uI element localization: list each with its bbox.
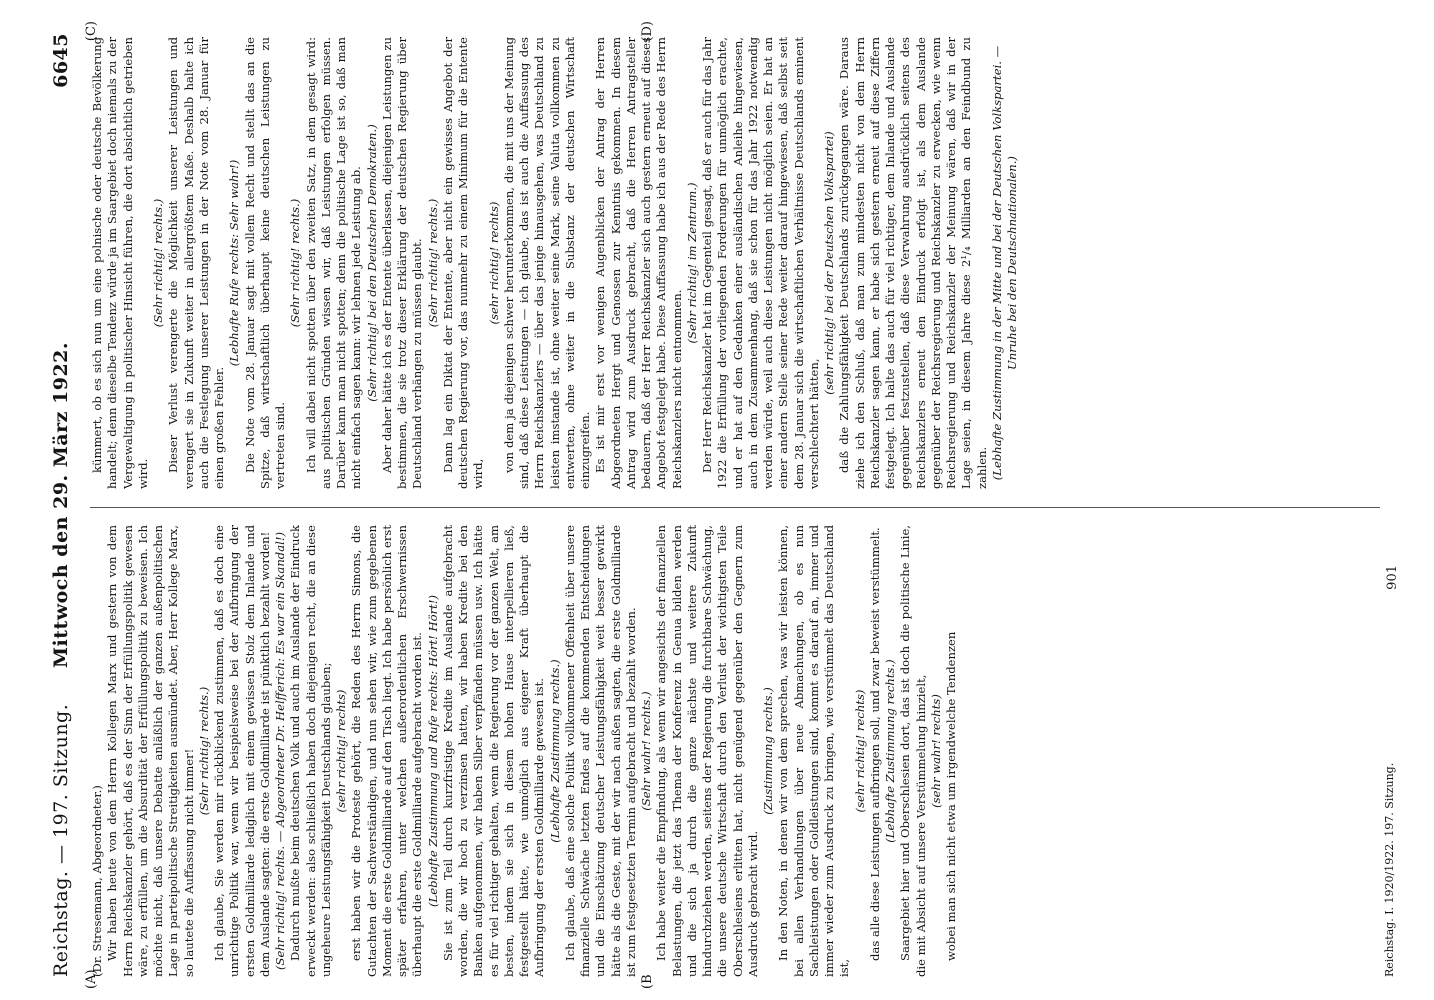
paragraph: Die Note vom 28. Januar sagt mit vollem Recht und stellt das an die Spitze, daß wirtschaftlich überhaupt keine deutschen Leistungen zu vertreten sind. <box>242 37 287 489</box>
paragraph: daß die Zahlungsfähigkeit Deutschlands zurückgegangen wäre. Daraus ziehe ich den Schluß, daß man zum mindesten nicht von dem Herrn Reichskanzler sagen kann, er habe sich gestern erneut auf diese Ziffern festgelegt. Ich halte das auch für viel richtiger, dem Inlande und Auslande gegenüber festzustellen, daß diese Verwahrung ausdrücklich seitens des Reichskanzlers erneut den Eindruck erfolgt ist, als dem Auslande gegenüber der Reichsregierung und Reichskanzler zu erwecken, wie wenn Reichsregierung und Reichskanzler der Meinung wären, daß wir in der Lage seien, in diesem Jahre diese 2¹/₄ Milliarden an den Feindbund zu zahlen. <box>837 37 989 489</box>
paragraph: (sehr richtig! rechts) <box>486 201 501 325</box>
margin-letter-d: (D) <box>640 21 655 42</box>
paragraph: Ich will dabei nicht spotten über den zweiten Satz, in dem gesagt wird: aus politischen Gründen wissen wir, daß Leistungen erfolgen müssen. Darüber kann man nicht spotten; denn die politische Lage ist so, daß man nicht einfach sagen kann: wir lehnen jede Leistung ab. <box>303 37 364 489</box>
page-header <box>50 25 82 985</box>
paragraph: (Sehr richtig! rechts.) <box>151 198 165 328</box>
paragraph: (Sehr richtig! rechts.) <box>288 198 303 328</box>
paragraph: (Sehr wahr! rechts.) <box>639 691 653 811</box>
paragraph: Aber daher hätte ich es der Entente überlassen, diejenigen Leistungen zu bestimmen, die sie trotz dieser Erklärung der deutschen Regierung über Deutschland verhängen zu müssen glaubt. <box>379 37 425 489</box>
paragraph: (sehr richtig! rechts) <box>334 689 348 813</box>
paragraph: (Lebhafte Zustimmung rechts.) <box>547 659 562 843</box>
margin-letter-b: (B <box>640 974 655 989</box>
digitization-credit <box>1418 10 1434 990</box>
header-page-number: 6645 <box>50 33 72 88</box>
paragraph: Ich glaube, daß eine solche Politik vollkommener Offenheit über unsere finanzielle Schwäche letzten Endes auf die kommenden Entscheidungen und die Einschätzung deutscher Leistungsfähigkeit weit besser gewirkt hätte als die Geste, mit der wir nach außen sagten, die erste Goldmilliarde ist zum festgesetzten Termin aufgebracht und bezahlt worden. <box>562 525 638 977</box>
paragraph: erst haben wir die Proteste gehört, die Reden des Herrn Simons, die Gutachten der Sachverständigen, und nun sehen wir, wie zum gegebenen Moment die erste Goldmilliarde auf den Tisch liegt. Ich habe persönlich erst später erfahren, unter welchen außerordentlichen Erschwernissen überhaupt die erste Goldmilliarde aufgebracht worden ist. <box>349 525 425 977</box>
paragraph: (sehr wahr! rechts) <box>928 694 943 808</box>
paragraph: (Lebhafte Zustimmung und Rufe rechts: Hört! Hört!) <box>425 595 440 907</box>
paragraph: von dem ja diejenigen schwer herunterkommen, die mit uns der Meinung sind, daß diese Leistungen — ich glaube, das ist auch die Auffassung des Herrn Reichskanzlers — über das jenige hinausgehen, was Deutschland zu leisten imstande ist, ohne weiter seine Mark, seine Valuta vollkommen zu entwerten, ohne weiter in die Substanz der deutschen Wirtschaft einzugreifen. <box>501 37 592 489</box>
paragraph: In den Noten, in denen wir von dem sprechen, was wir leisten können, bei allen Verhandlungen über neue Abmachungen, ob es nun Sachleistungen oder Goldleistungen sind, kommt es darauf an, immer und immer wieder zum Ausdruck zu bringen, wie verstümmelt das Deutschland ist, <box>776 525 852 977</box>
paragraph: (Lebhafte Zustimmung in der Mitte und bei der Deutschen Volkspartei. — Unruhe bei den Deutschnationalen.) <box>989 45 1019 481</box>
column-divider <box>90 507 1380 508</box>
margin-letter-a: (A) <box>84 969 99 989</box>
header-left: Reichstag. — 197. Sitzung. <box>50 703 72 977</box>
paragraph: das alle diese Leistungen aufbringen soll, und zwar beweist verstümmelt. <box>867 527 882 961</box>
paragraph: (Zustimmung rechts.) <box>761 687 775 815</box>
paragraph: Es ist mir erst vor wenigen Augenblicken der Antrag der Herren Abgeordneten Hergt und Genossen zur Kenntnis gekommen. In diesem Antrag wird zum Ausdruck gebracht, daß die Herren Antragsteller bedauern, daß der Herr Reichskanzler sich auch gestern erneut auf dieses Angebot festgelegt habe. Diese Auffassung habe ich aus der Rede des Herrn Reichskanzlers nicht entnommen. <box>593 37 684 489</box>
paragraph: Dadurch mußte beim deutschen Volk und auch im Auslande der Eindruck erweckt werden: also schließlich haben doch diejenigen recht, die an diese ungeheure Leistungsfähigkeit Deutschlands glauben; <box>288 525 333 977</box>
left-column <box>90 525 1385 977</box>
paragraph: (Lebhafte Rufe rechts: Sehr wahr!) <box>227 159 242 367</box>
paragraph: (Sehr richtig! im Zentrum.) <box>684 182 699 344</box>
right-column <box>90 37 1385 489</box>
header-date: Mittwoch den 29. März 1922. <box>50 341 72 669</box>
paragraph: (Sehr richtig! rechts. — Abgeordneter Dr. Helfferich: Es war ein Skandal!) <box>273 531 287 971</box>
paragraph: (Dr. Stresemann, Abgeordneter.) <box>90 785 104 977</box>
margin-letter-c: (C) <box>84 21 99 42</box>
paragraph: (sehr richtig! bei der Deutschen Volkspartei) <box>822 131 836 395</box>
paragraph: (Sehr richtig! rechts.) <box>196 686 211 816</box>
paragraph: (Sehr richtig! bei den Deutschen Demokraten.) <box>364 124 379 402</box>
paragraph: (Sehr richtig! rechts.) <box>425 198 440 328</box>
paragraph: (Lebhafte Zustimmung rechts.) <box>883 659 897 843</box>
folio-number: 901 <box>1385 565 1400 590</box>
paragraph: kümmert, ob es sich nun um eine polnische oder deutsche Bevölkerung handelt; denn dieselbe Tendenz würde ja im Saargebiet doch niemals zu der Vergewaltigung in politischer Hinsicht führen, die dort absichtlich getrieben wird. <box>90 37 150 489</box>
paragraph: Saargebiet hier und Oberschlesien dort, das ist doch die politische Linie, die mit Absicht auf unsere Verstümmelung hinzielt, <box>898 525 928 977</box>
paragraph: (sehr richtig! rechts) <box>852 689 867 813</box>
paragraph: Wir haben heute von dem Herrn Kollegen Marx und gestern von dem Herrn Reichskanzler gehört, daß es der Sinn der Erfüllungspolitik gewesen wäre, zu erfüllen, um die Absurdität der Erfüllungspolitik zu beweisen. Ich möchte nicht, daß unsere Debatte anläßlich der ganzen außenpolitischen Lage in parteipolitische Streitigkeiten ausmündet. Aber, Herr Kollege Marx, so lautete die Auffassung nicht immer! <box>105 525 196 977</box>
page-footer: Reichstag. I. 1920/1922. 197. Sitzung. <box>1383 762 1396 977</box>
paragraph: wobei man sich nicht etwa um irgendwelche Tendenzen <box>944 631 958 961</box>
newspaper-page <box>40 21 1400 989</box>
paragraph: Der Herr Reichskanzler hat im Gegenteil gesagt, daß er auch für das Jahr 1922 die Erfüllung der vorliegenden Forderungen für unmöglich erachte, und er hat auf den Gedanken einer ausländischen Anleihe hingewiesen, auch in dem Zusammenhang, daß sie schon für das Jahr 1922 notwendig werden würde, weil auch diese Leistungen nicht möglich seien. Er hat an einer andern Stelle seiner Rede weiter darauf hingewiesen, daß selbst seit dem 28. Januar sich die wirtschaftlichen Verhältnisse Deutschlands eminent verschlechtert hätten, <box>700 37 821 489</box>
paragraph: Sie ist zum Teil durch kurzfristige Kredite im Auslande aufgebracht worden, die wir hoch zu verzinsen hatten, wir haben Kredite bei den Banken aufgenommen, wir haben Silber verpfänden müssen usw. Ich hätte es für viel richtiger gehalten, wenn die Regierung vor der ganzen Welt, am besten, indem sie sich in diesem hohen Hause interpellieren ließ, festgestellt hätte, wie unmöglich aus eigener Kraft überhaupt die Aufbringung der ersten Goldmilliarde gewesen ist. <box>440 525 547 977</box>
paragraph: Ich habe weiter die Empfindung, als wenn wir angesichts der finanziellen Belastungen, die jetzt das Thema der Konferenz in Genua bilden werden und die sich ja durch die ganze nächste und weitere Zukunft hindurchziehen werden, seitens der Regierung die furchtbare Schwächung, die unsere deutsche Wirtschaft durch den Verlust der wichtigsten Teile Oberschlesiens erlitten hat, nicht genügend gegenüber den Gegnern zum Ausdruck gebracht wird. <box>654 525 760 977</box>
paragraph: Ich glaube, Sie werden mir rückblickend zustimmen, daß es doch eine unrichtige Politik war, wenn wir beispielsweise bei der Aufbringung der ersten Goldmilliarde lediglich mit einem gewissen Stolz dem Inlande und dem Auslande sagten: die erste Goldmilliarde ist pünktlich bezahlt worden! <box>212 525 272 977</box>
paragraph: Dieser Verlust verengerte die Möglichkeit unserer Leistungen und verengert sie in Zukunft weiter in allergrößtem Maße. Deshalb halte ich auch die Festlegung unserer Leistungen in der Note vom 28. Januar für einen großen Fehler. <box>166 37 226 489</box>
paragraph: Dann lag ein Diktat der Entente, aber nicht ein gewisses Angebot der deutschen Regierung vor, das nunmehr zu einem Minimum für die Entente wird, <box>440 37 486 489</box>
